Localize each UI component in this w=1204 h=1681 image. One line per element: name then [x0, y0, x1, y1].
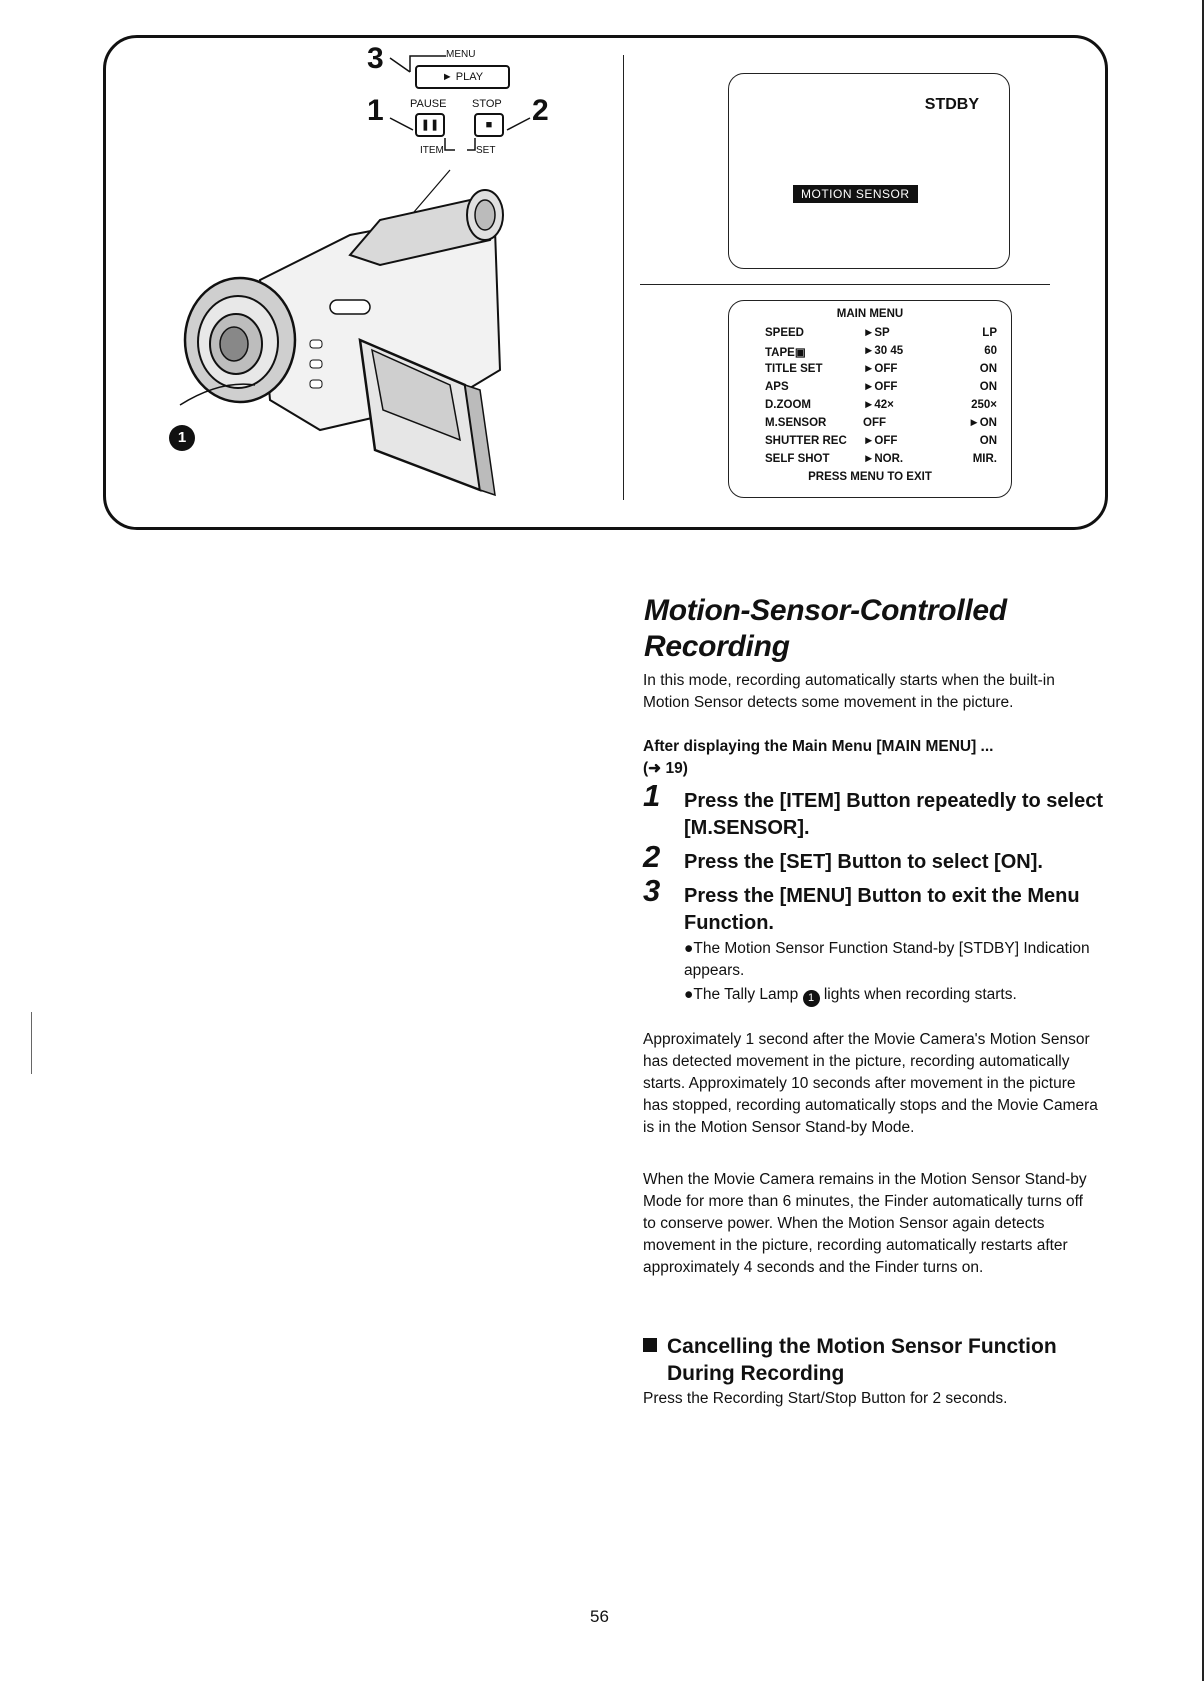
menu-alt: ON [979, 435, 997, 447]
menu-alt: ►ON [968, 417, 997, 429]
menu-row [765, 435, 1001, 451]
menu-value: ►42× [863, 399, 894, 411]
menu-value: ►30 45 [863, 345, 904, 357]
menu-row [765, 453, 1001, 469]
camcorder-illustration [150, 40, 620, 520]
pause-label: PAUSE [410, 98, 447, 110]
menu-row [765, 363, 1001, 379]
frame-divider-vertical [623, 55, 624, 500]
cancel-heading-text: Cancelling the Motion Sensor Function During Recording [667, 1335, 1057, 1385]
step-number: 1 [643, 778, 661, 813]
play-button: ► PLAY [415, 65, 510, 89]
menu-value: OFF [863, 417, 886, 429]
menu-value: ►NOR. [863, 453, 904, 465]
menu-alt: 60 [984, 345, 997, 357]
menu-button-label: MENU [446, 49, 476, 60]
menu-value: ►OFF [863, 363, 898, 375]
step-text: Press the [SET] Button to select [ON]. [684, 851, 1043, 873]
standby-screen [728, 73, 1010, 269]
cancel-heading [643, 1333, 1087, 1387]
square-bullet-icon [643, 1338, 657, 1352]
pause-button: ❚❚ [415, 113, 445, 137]
callout-3: 3 [367, 42, 384, 75]
bullet-tally [684, 984, 1104, 1007]
menu-alt: MIR. [972, 453, 997, 465]
menu-value: ►SP [863, 327, 890, 339]
bullet-standby: ●The Motion Sensor Function Stand-by [STDBY] Indication appears. [684, 940, 1090, 979]
menu-alt: ON [979, 381, 997, 393]
main-menu-screen [728, 300, 1012, 498]
bullet-tally-text-b: lights when recording starts. [823, 986, 1017, 1003]
menu-item: TAPE▣ [765, 347, 806, 359]
menu-row [765, 345, 1001, 361]
menu-row [765, 327, 1001, 343]
step-text: Press the [MENU] Button to exit the Menu Function. [684, 885, 1080, 934]
item-label: ITEM [420, 145, 444, 156]
tally-lamp-icon: 1 [803, 990, 820, 1007]
bullet-tally-text-a: ●The Tally Lamp [684, 986, 799, 1003]
precondition-text: After displaying the Main Menu [MAIN MENU] ... [643, 738, 994, 755]
menu-row-selected [765, 417, 1001, 433]
precondition-reference: (➜ 19) [643, 760, 688, 777]
menu-row [765, 399, 1001, 415]
menu-item: APS [765, 381, 789, 393]
menu-item: SHUTTER REC [765, 435, 847, 447]
callout-1: 1 [367, 94, 384, 127]
menu-alt: 250× [971, 399, 997, 411]
main-menu-title: MAIN MENU [836, 308, 904, 320]
stop-label: STOP [472, 98, 502, 110]
intro-paragraph: In this mode, recording automatically starts when the built-in Motion Sensor detects some movement in the picture. [643, 672, 1055, 711]
step-text: Press the [ITEM] Button repeatedly to select [M.SENSOR]. [684, 790, 1103, 839]
paragraph-timing: Approximately 1 second after the Movie Camera's Motion Sensor has detected movement in the picture, recording automatically starts. Approximately 10 seconds after movement in the picture has stopped, recording automatically stops and the Movie Camera is in the Motion Sensor Stand-by Mode. [643, 1031, 1098, 1136]
motion-sensor-indicator: MOTION SENSOR [793, 185, 918, 203]
menu-item: D.ZOOM [765, 399, 811, 411]
margin-mark [31, 1012, 32, 1074]
cancel-instruction: Press the Recording Start/Stop Button for 2 seconds. [643, 1390, 1008, 1407]
tally-lamp-callout: 1 [169, 425, 195, 451]
menu-alt: ON [979, 363, 997, 375]
menu-item: SELF SHOT [765, 453, 830, 465]
menu-alt: LP [982, 327, 997, 339]
menu-row [765, 381, 1001, 397]
menu-value: ►OFF [863, 381, 898, 393]
step-number: 2 [643, 839, 661, 874]
stop-button: ■ [474, 113, 504, 137]
page-title: Motion-Sensor-Controlled Recording [644, 594, 1007, 663]
standby-indicator: STDBY [924, 96, 979, 113]
menu-item: TITLE SET [765, 363, 823, 375]
step-number: 3 [643, 873, 661, 908]
set-label: SET [476, 145, 496, 156]
callout-2: 2 [532, 94, 549, 127]
menu-item: M.SENSOR [765, 417, 827, 429]
paragraph-finder: When the Movie Camera remains in the Motion Sensor Stand-by Mode for more than 6 minutes, the Finder automatically turns off to conserve power. When the Motion Sensor again detects movement in the picture, recording automatically restarts after approximately 4 seconds and the Finder turns on. [643, 1171, 1087, 1276]
menu-item: SPEED [765, 327, 804, 339]
main-menu-footer: PRESS MENU TO EXIT [808, 471, 932, 483]
frame-divider-horizontal [640, 284, 1050, 285]
menu-value: ►OFF [863, 435, 898, 447]
page-number: 56 [590, 1607, 609, 1626]
